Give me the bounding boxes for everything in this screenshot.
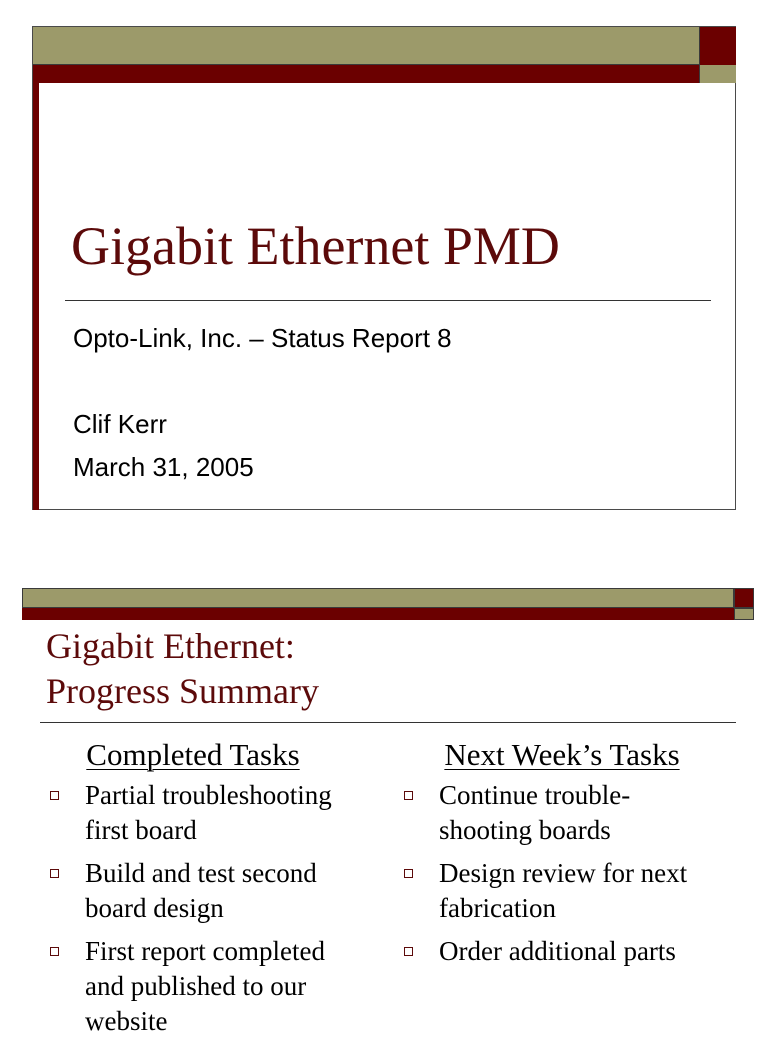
list-item-text: Partial troubleshooting first board: [85, 780, 332, 845]
slide-title-line-2: Progress Summary: [46, 671, 319, 711]
completed-tasks-column: [36, 736, 366, 1047]
title-divider: [40, 722, 736, 723]
title-divider: [65, 300, 711, 301]
slide-title: Gigabit Ethernet PMD: [71, 216, 560, 276]
list-item-text: Continue trouble-shooting boards: [439, 780, 631, 845]
list-item: [390, 856, 720, 926]
hollow-square-bullet-icon: [50, 791, 59, 800]
completed-tasks-heading: Completed Tasks: [86, 737, 300, 772]
hollow-square-bullet-icon: [50, 869, 59, 878]
next-week-tasks-list: [390, 778, 720, 969]
hollow-square-bullet-icon: [404, 791, 413, 800]
list-item-text: First report completed and published to our website: [85, 936, 325, 1036]
header-corner-olive-square: [734, 608, 754, 620]
slide-title: [46, 624, 319, 714]
author-name: Clif Kerr: [73, 409, 167, 439]
list-item: [390, 778, 720, 848]
header-corner-maroon-square: [699, 27, 736, 65]
header-olive-bar: [33, 27, 699, 65]
header-maroon-bar: [22, 608, 734, 620]
list-item: [36, 856, 366, 926]
list-item: [390, 934, 720, 969]
slide-title-line-1: Gigabit Ethernet:: [46, 626, 295, 666]
left-accent-bar: [33, 83, 39, 510]
presentation-date: March 31, 2005: [73, 452, 254, 482]
header-corner-olive-square: [699, 65, 736, 83]
list-item-text: Build and test second board design: [85, 858, 317, 923]
hollow-square-bullet-icon: [404, 947, 413, 956]
progress-summary-slide: [22, 588, 754, 1036]
hollow-square-bullet-icon: [50, 947, 59, 956]
header-corner-maroon-square: [734, 588, 754, 608]
next-week-tasks-heading: Next Week’s Tasks: [444, 737, 680, 772]
completed-tasks-list: [36, 778, 366, 1039]
title-slide: [32, 26, 736, 510]
header-maroon-bar: [33, 65, 699, 83]
hollow-square-bullet-icon: [404, 869, 413, 878]
list-item-text: Design review for next fabrication: [439, 858, 688, 923]
list-item: [36, 778, 366, 848]
next-week-tasks-column: [390, 736, 720, 977]
list-item: [36, 934, 366, 1039]
list-item-text: Order additional parts: [439, 936, 676, 966]
slide-subtitle: Opto-Link, Inc. – Status Report 8: [73, 323, 452, 353]
header-olive-bar: [22, 588, 734, 608]
